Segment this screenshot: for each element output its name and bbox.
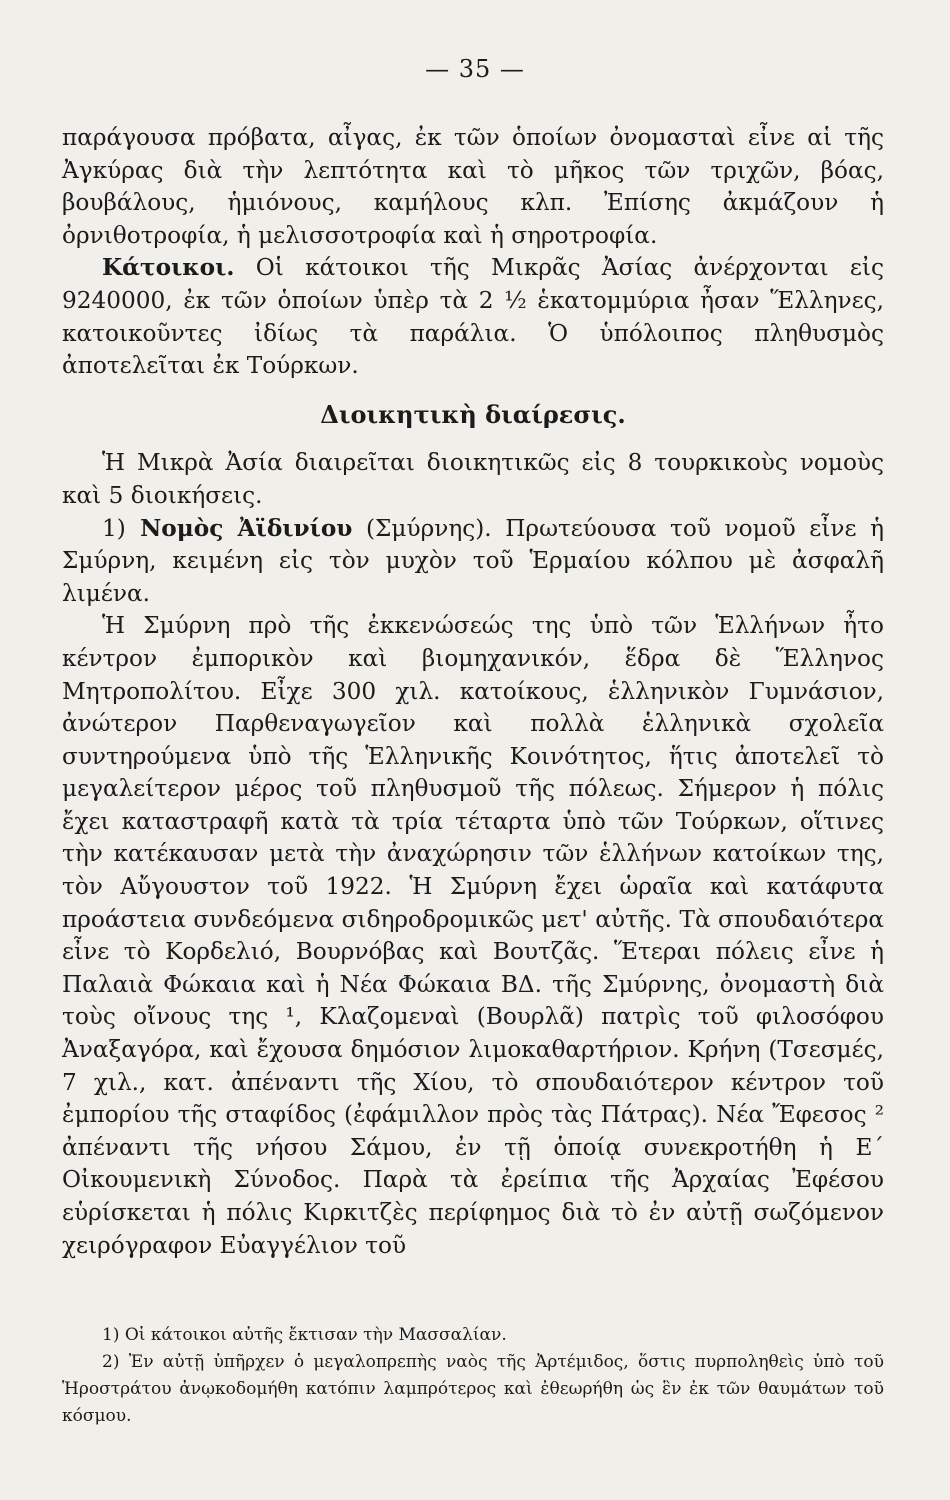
main-text	[62, 122, 884, 1262]
paragraph-inhabitants	[62, 252, 884, 382]
footnote-1: 1) Οἱ κάτοικοι αὐτῆς ἔκτισαν τὴν Μασσαλίαν.	[102, 1325, 507, 1345]
paragraph-aidin-prefecture	[62, 513, 884, 611]
footnote-2: 2) Ἐν αὐτῇ ὑπῆρχεν ὁ μεγαλοπρεπὴς ναὸς τῆς Ἀρτέμιδος, ὅστις πυρποληθεὶς ὑπὸ τοῦ Ἡροστράτου ἀνῳκοδομήθη κατόπιν λαμπρότερος καὶ ἐθεωρήθη ὡς ἓν ἐκ τῶν θαυμάτων τοῦ κόσμου.	[62, 1352, 884, 1426]
inline-heading-inhabitants: Κάτοικοι.	[102, 254, 235, 282]
paragraph-aidin-text: (Σμύρνης). Πρωτεύουσα τοῦ νομοῦ εἶνε ἡ Σμύρνη, κειμένη εἰς τὸν μυχὸν τοῦ Ἑρμαίου κόλπου μὲ ἀσφαλῆ λιμένα.	[62, 514, 885, 607]
inline-heading-aidin: Νομὸς Ἀϊδινίου	[125, 514, 353, 542]
paragraph-smyrna: Ἡ Σμύρνη πρὸ τῆς ἐκκενώσεώς της ὑπὸ τῶν Ἑλλήνων ἦτο κέντρον ἐμπορικὸν καὶ βιομηχανικόν, ἕδρα δὲ Ἕλληνος Μητροπολίτου. Εἶχε 300 χιλ. κατοίκους, ἑλληνικὸν Γυμνάσιον, ἀνώτερον Παρθεναγωγεῖον καὶ πολλὰ ἑλληνικὰ σχολεῖα συντηρούμενα ὑπὸ τῆς Ἑλληνικῆς Κοινότητος, ἥτις ἀποτελεῖ τὸ μεγαλείτερον μέρος τοῦ πληθυσμοῦ τῆς πόλεως. Σήμερον ἡ πόλις ἔχει καταστραφῆ κατὰ τὰ τρία τέταρτα ὑπὸ τῶν Τούρκων, οἵτινες τὴν κατέκαυσαν μετὰ τὴν ἀναχώρησιν τῶν ἑλλήνων κατοίκων της, τὸν Αὔγουστον τοῦ 1922. Ἡ Σμύρνη ἔχει ὡραῖα καὶ κατάφυτα προάστεια συνδεόμενα σιδηροδρομικῶς μετ' αὐτῆς. Τὰ σπουδαιότερα εἶνε τὸ Κορδελιό, Βουρνόβας καὶ Βουτζᾶς. Ἕτεραι πόλεις εἶνε ἡ Παλαιὰ Φώκαια καὶ ἡ Νέα Φώκαια ΒΔ. τῆς Σμύρνης, ὀνομαστὴ διὰ τοὺς οἴνους της ¹, Κλαζομεναὶ (Βουρλᾶ) πατρὶς τοῦ φιλοσόφου Ἀναξαγόρα, καὶ ἔχουσα δημόσιον λιμοκαθαρτήριον. Κρήνη (Τσεσμές, 7 χιλ., κατ. ἀπέναντι τῆς Χίου, τὸ σπουδαιότερον κέντρον τοῦ ἐμπορίου τῆς σταφίδος (ἐφάμιλλον πρὸς τὰς Πάτρας). Νέα Ἔφεσος ² ἀπέναντι τῆς νήσου Σάμου, ἐν τῇ ὁποίᾳ συνεκροτήθη ἡ Ε΄ Οἰκουμενικὴ Σύνοδος. Παρὰ τὰ ἐρείπια τῆς Ἀρχαίας Ἐφέσου εὑρίσκεται ἡ πόλις Κιρκιτζὲς περίφημος διὰ τὸ ἐν αὐτῇ σωζόμενον χειρόγραφον Εὐαγγέλιον τοῦ	[62, 612, 884, 1259]
paragraph-inhabitants-text: Οἱ κάτοικοι τῆς Μικρᾶς Ἀσίας ἀνέρχονται εἰς 9240000, ἐκ τῶν ὁποίων ὑπὲρ τὰ 2 ½ ἑκατομμύρια ἦσαν Ἕλληνες, κατοικοῦντες ἰδίως τὰ παράλια. Ὁ ὑπόλοιπος πληθυσμὸς ἀποτελεῖται ἐκ Τούρκων.	[62, 254, 884, 380]
list-number: 1)	[102, 514, 126, 542]
paragraph-products: παράγουσα πρόβατα, αἶγας, ἐκ τῶν ὁποίων ὀνομασταὶ εἶνε αἱ τῆς Ἀγκύρας διὰ τὴν λεπτότητα καὶ τὸ μῆκος τῶν τριχῶν, βόας, βουβάλους, ἡμιόνους, καμήλους κλπ. Ἐπίσης ἀκμάζουν ἡ ὀρνιθοτροφία, ἡ μελισσοτροφία καὶ ἡ σηροτροφία.	[62, 124, 884, 249]
paragraph-division: Ἡ Μικρὰ Ἀσία διαιρεῖται διοικητικῶς εἰς 8 τουρκικοὺς νομοὺς καὶ 5 διοικήσεις.	[62, 449, 884, 509]
page-number: — 35 —	[425, 55, 525, 83]
footnotes	[62, 1322, 884, 1430]
section-title-administrative-division: Διοικητικὴ διαίρεσις.	[320, 399, 626, 429]
